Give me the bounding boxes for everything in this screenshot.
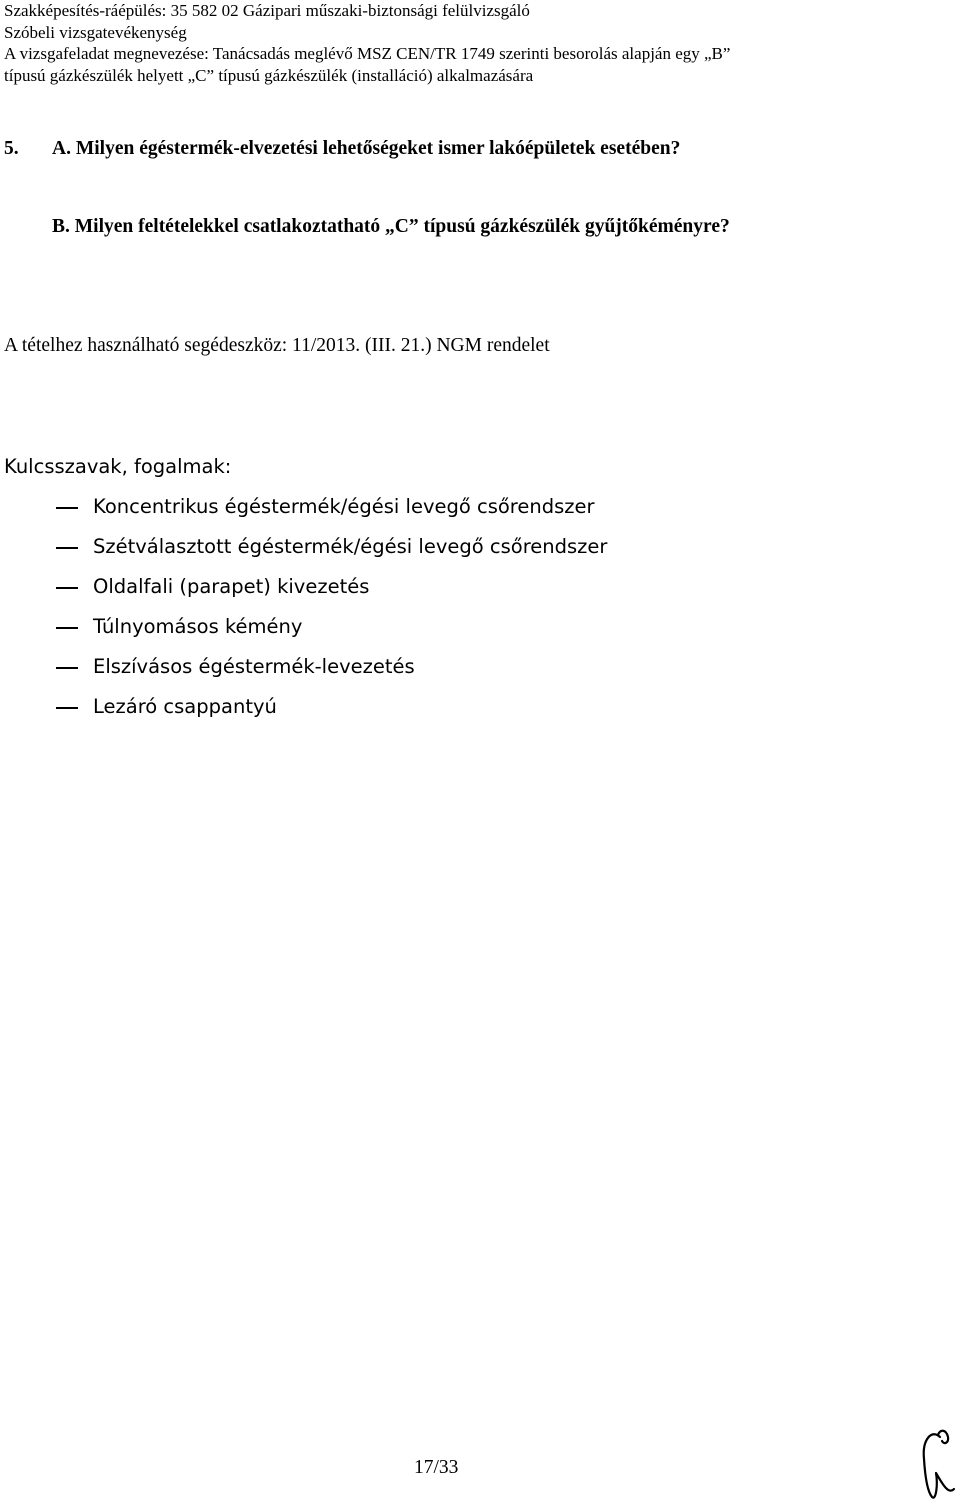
list-item — [56, 653, 607, 693]
keyword-text: Túlnyomásos kémény — [93, 615, 303, 638]
signature-icon — [918, 1425, 958, 1500]
header-task-name: A vizsgafeladat megnevezése: Tanácsadás meglévő MSZ CEN/TR 1749 szerinti besorolás alapján egy „B” — [4, 44, 731, 63]
page-number: 17/33 — [414, 1457, 459, 1478]
header-activity: Szóbeli vizsgatevékenység — [4, 22, 187, 42]
aux-tool-note: A tételhez használható segédeszköz: 11/2013. (III. 21.) NGM rendelet — [4, 335, 550, 356]
question-a-text: A. Milyen égéstermék-elvezetési lehetőségeket ismer lakóépületek esetében? — [52, 138, 681, 159]
keywords-title: Kulcsszavak, fogalmak: — [4, 455, 232, 478]
dash-bullet-icon — [56, 587, 78, 589]
keyword-text: Szétválasztott égéstermék/égési levegő csőrendszer — [93, 535, 608, 558]
list-item — [56, 533, 607, 573]
list-item — [56, 573, 607, 613]
question-b-text: B. Milyen feltételekkel csatlakoztatható „C” típusú gázkészülék gyűjtőkéményre? — [52, 216, 730, 237]
question-b — [52, 216, 730, 238]
question-number: 5. — [4, 138, 19, 159]
header-task-name-cont: típusú gázkészülék helyett „C” típusú gázkészülék (installáció) alkalmazására — [4, 65, 534, 85]
keyword-text: Oldalfali (parapet) kivezetés — [93, 575, 370, 598]
dash-bullet-icon — [56, 707, 78, 709]
keywords-list — [56, 493, 607, 733]
keyword-text: Koncentrikus égéstermék/égési levegő csőrendszer — [93, 495, 595, 518]
header-qualification: Szakképesítés-ráépülés: 35 582 02 Gázipari műszaki-biztonsági felülvizsgáló — [4, 1, 530, 20]
list-item — [56, 493, 607, 533]
dash-bullet-icon — [56, 547, 78, 549]
list-item — [56, 693, 607, 733]
page-header — [4, 0, 730, 86]
question-a — [4, 138, 680, 160]
keyword-text: Elszívásos égéstermék-levezetés — [93, 655, 415, 678]
keyword-text: Lezáró csappantyú — [93, 695, 277, 718]
dash-bullet-icon — [56, 507, 78, 509]
list-item — [56, 613, 607, 653]
dash-bullet-icon — [56, 627, 78, 629]
dash-bullet-icon — [56, 667, 78, 669]
